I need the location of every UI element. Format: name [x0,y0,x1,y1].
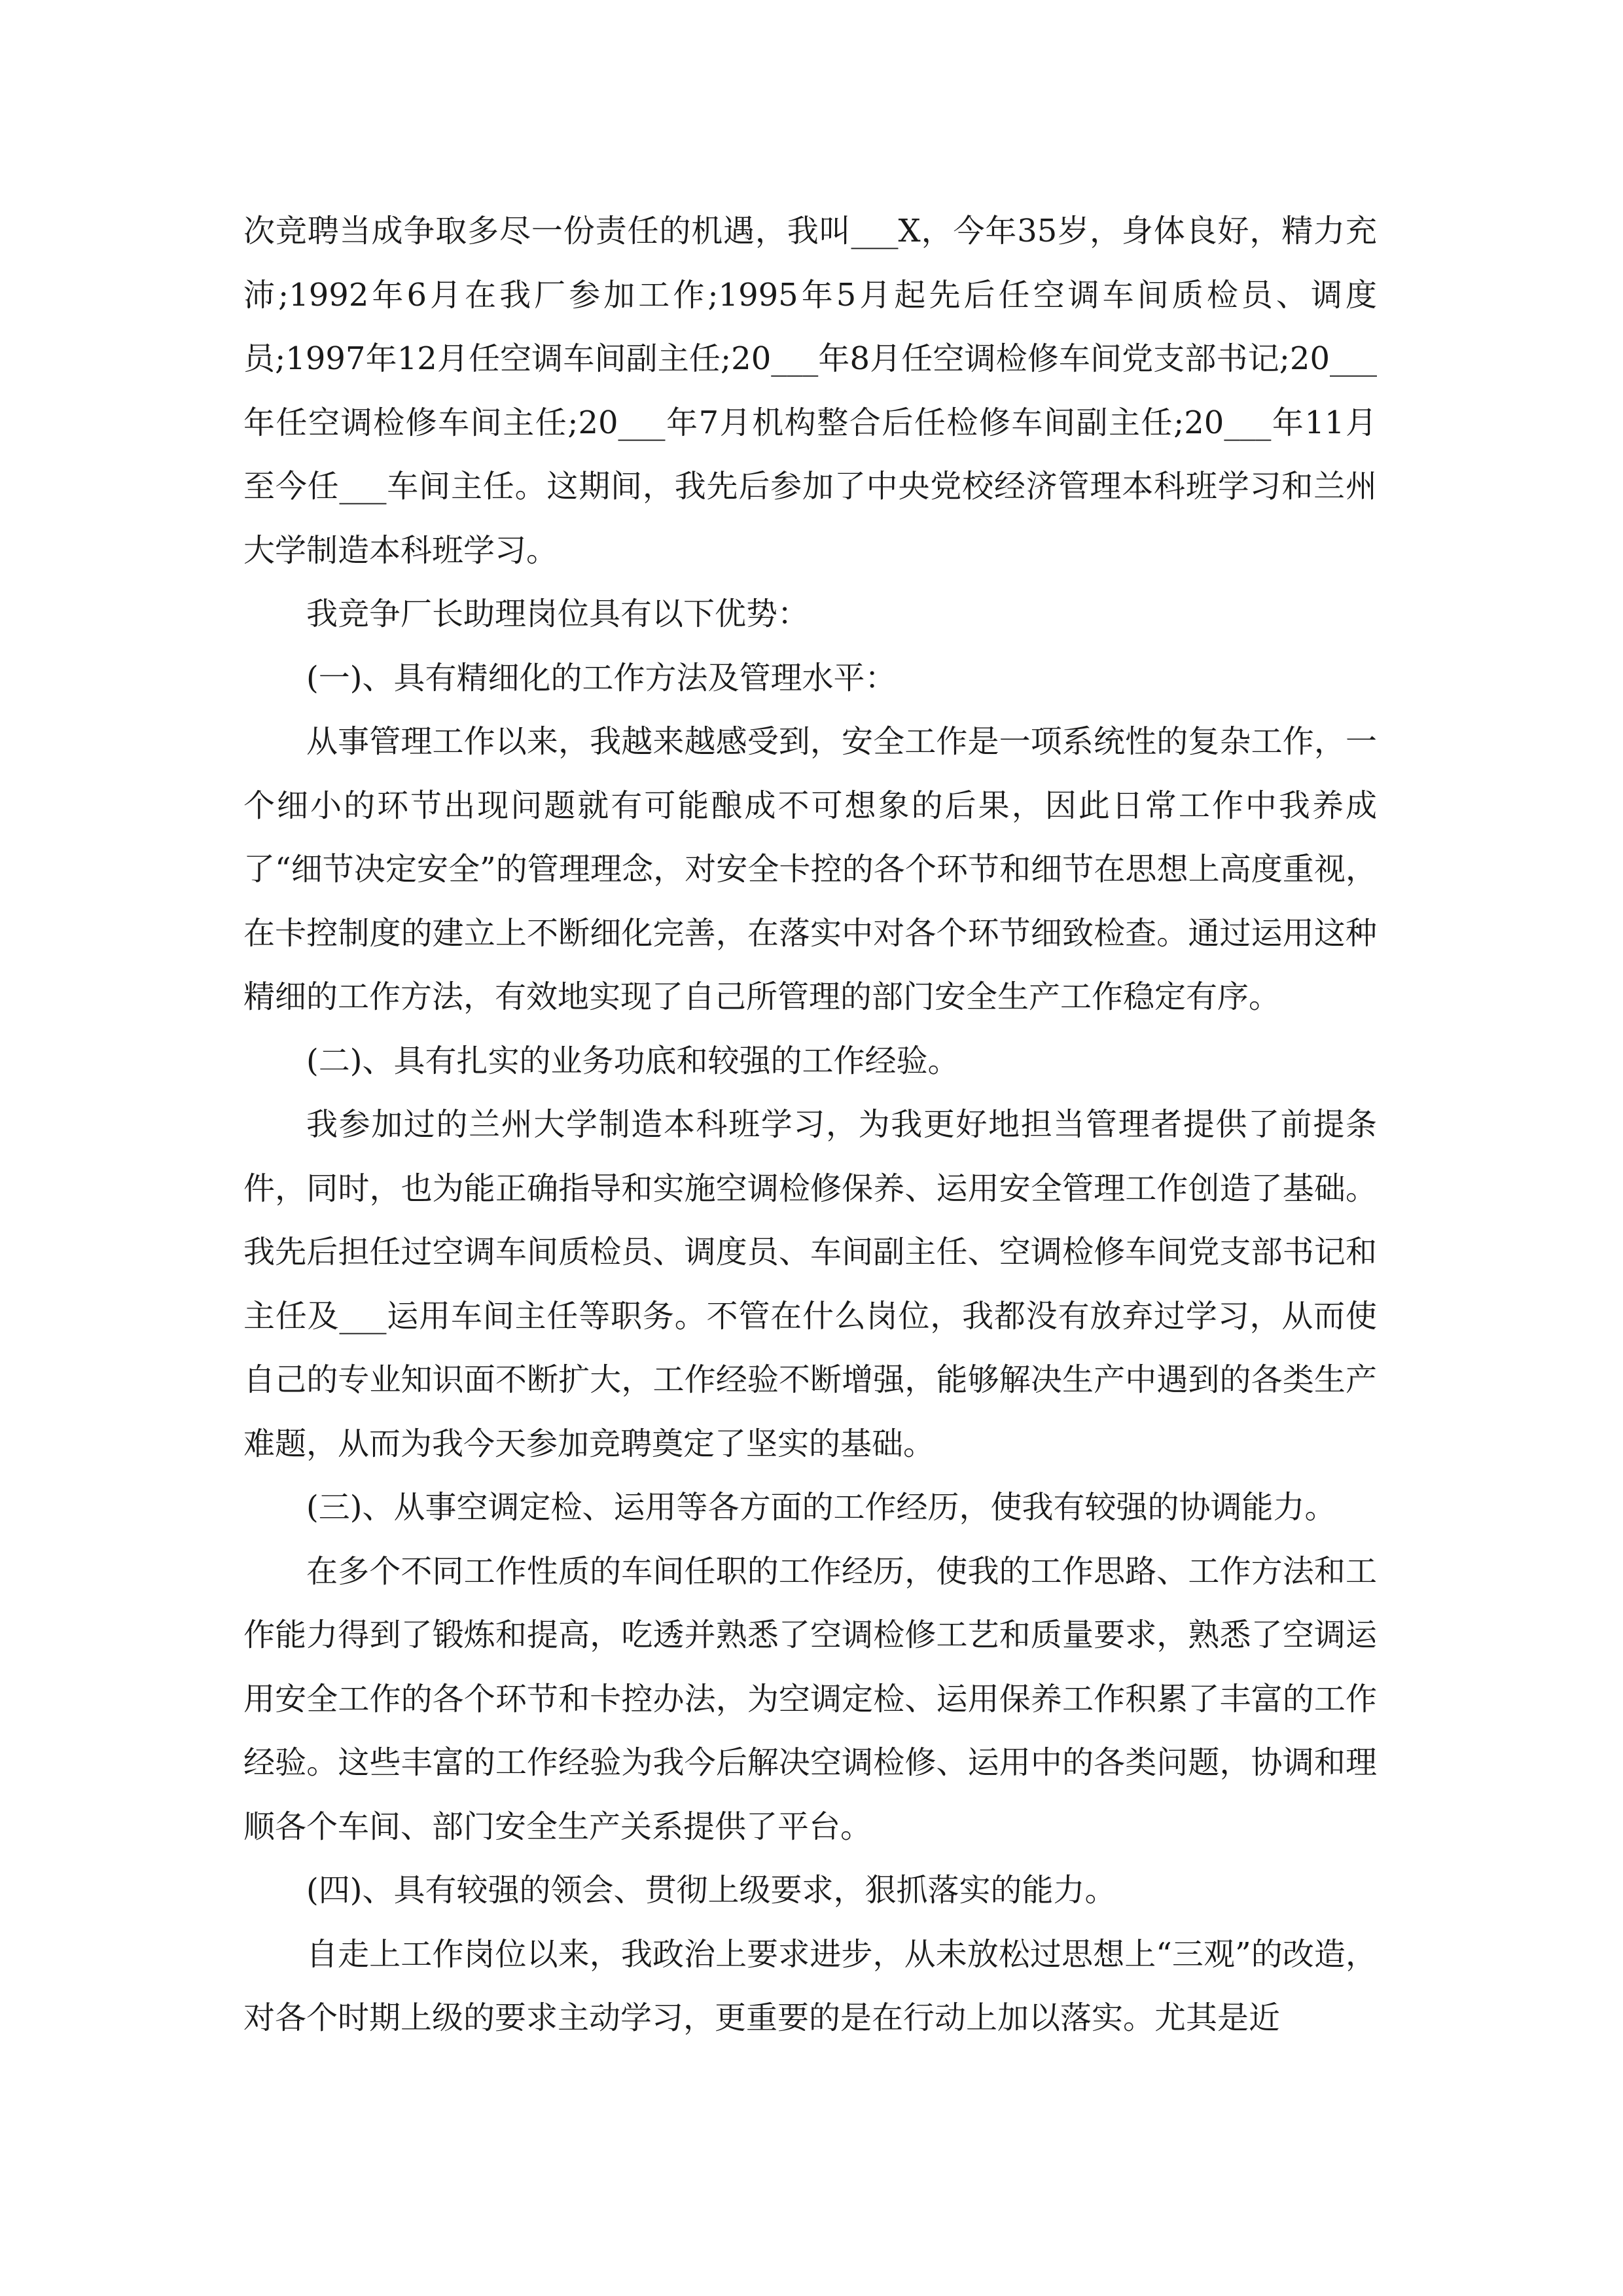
heading-advantage-2: (二)、具有扎实的业务功底和较强的工作经验。 [306,1042,959,1079]
heading-advantage-3: (三)、从事空调定检、运用等各方面的工作经历，使我有较强的协调能力。 [306,1489,1336,1526]
paragraph-advantage-2-body: 我参加过的兰州大学制造本科班学习，为我更好地担当管理者提供了前提条件，同时，也为能正确指导和实施空调检修保养、运用安全管理工作创造了基础。我先后担任过空调车间质检员、调度员、车间副主任、空调检修车间党支部书记和主任及___运用车间主任等职务。不管在什么岗位，我都没有放弃过学习，从而使自己的专业知识面不断扩大，工作经验不断增强，能够解决生产中遇到的各类生产难题，从而为我今天参加竞聘奠定了坚实的基础。 [243,1106,1377,1462]
paragraph-advantage-1-body: 从事管理工作以来，我越来越感受到，安全工作是一项系统性的复杂工作，一个细小的环节出现问题就有可能酿成不可想象的后果，因此日常工作中我养成了“细节决定安全”的管理理念，对安全卡控的各个环节和细节在思想上高度重视，在卡控制度的建立上不断细化完善，在落实中对各个环节细致检查。通过运用这种精细的工作方法，有效地实现了自己所管理的部门安全生产工作稳定有序。 [243,723,1377,1015]
heading-advantage-4: (四)、具有较强的领会、贯彻上级要求，狠抓落实的能力。 [306,1872,1116,1909]
document-body [243,200,1377,2051]
paragraph-personal-history: 次竞聘当成争取多尽一份责任的机遇，我叫___X，今年35岁，身体良好，精力充沛;1992年6月在我厂参加工作;1995年5月起先后任空调车间质检员、调度员;1997年12月任空调车间副主任;20___年8月任空调检修车间党支部书记;20___年任空调检修车间主任;20___年7月机构整合后任检修车间副主任;20___年11月至今任___车间主任。这期间，我先后参加了中央党校经济管理本科班学习和兰州大学制造本科班学习。 [243,213,1377,569]
paragraph-advantages-intro: 我竞争厂长助理岗位具有以下优势： [306,596,810,632]
paragraph-advantage-4-body: 自走上工作岗位以来，我政治上要求进步，从未放松过思想上“三观”的改造，对各个时期上级的要求主动学习，更重要的是在行动上加以落实。尤其是近 [243,1935,1377,2036]
heading-advantage-1: (一)、具有精细化的工作方法及管理水平： [306,659,897,696]
paragraph-advantage-3-body: 在多个不同工作性质的车间任职的工作经历，使我的工作思路、工作方法和工作能力得到了锻炼和提高，吃透并熟悉了空调检修工艺和质量要求，熟悉了空调运用安全工作的各个环节和卡控办法，为空调定检、运用保养工作积累了丰富的工作经验。这些丰富的工作经验为我今后解决空调检修、运用中的各类问题，协调和理顺各个车间、部门安全生产关系提供了平台。 [243,1552,1377,1845]
